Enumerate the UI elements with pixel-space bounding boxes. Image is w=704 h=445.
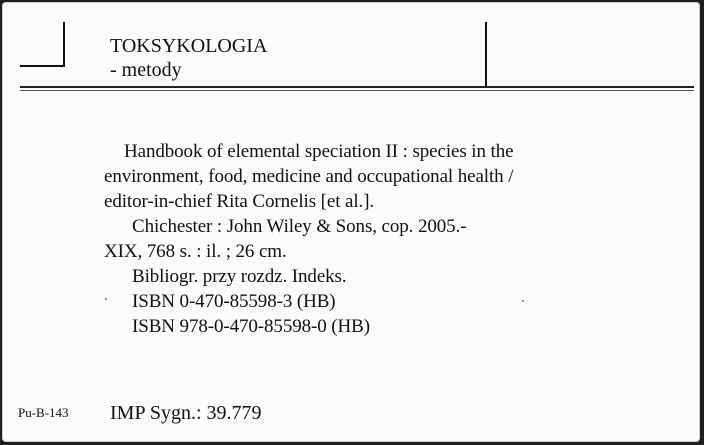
corner-mark-vertical: [63, 22, 65, 67]
title-line-2: environment, food, medicine and occupational health /: [104, 166, 514, 187]
ink-speck: [522, 300, 524, 302]
title-line-1: Handbook of elemental speciation II : species in the: [124, 141, 514, 162]
notes-line: Bibliogr. przy rozdz. Indeks.: [132, 266, 347, 287]
ink-speck: [105, 298, 107, 300]
corner-mark-horizontal: [20, 65, 65, 67]
header-rule-thick: [20, 86, 694, 88]
publication-line: Chichester : John Wiley & Sons, cop. 2005.-: [132, 216, 467, 237]
call-number: IMP Sygn.: 39.779: [110, 402, 262, 424]
isbn-line-1: ISBN 0-470-85598-3 (HB): [132, 291, 336, 312]
subject-heading: TOKSYKOLOGIA: [110, 35, 268, 57]
physical-description-line: XIX, 768 s. : il. ; 26 cm.: [104, 241, 287, 262]
catalog-card: [2, 2, 700, 442]
header-rule-thin: [20, 90, 694, 91]
responsibility-line: editor-in-chief Rita Cornelis [et al.].: [104, 191, 375, 212]
subject-subdivision: - metody: [110, 59, 182, 81]
shelf-mark: Pu-B-143: [18, 405, 69, 420]
isbn-line-2: ISBN 978-0-470-85598-0 (HB): [132, 316, 370, 337]
header-divider-vertical: [485, 22, 487, 88]
